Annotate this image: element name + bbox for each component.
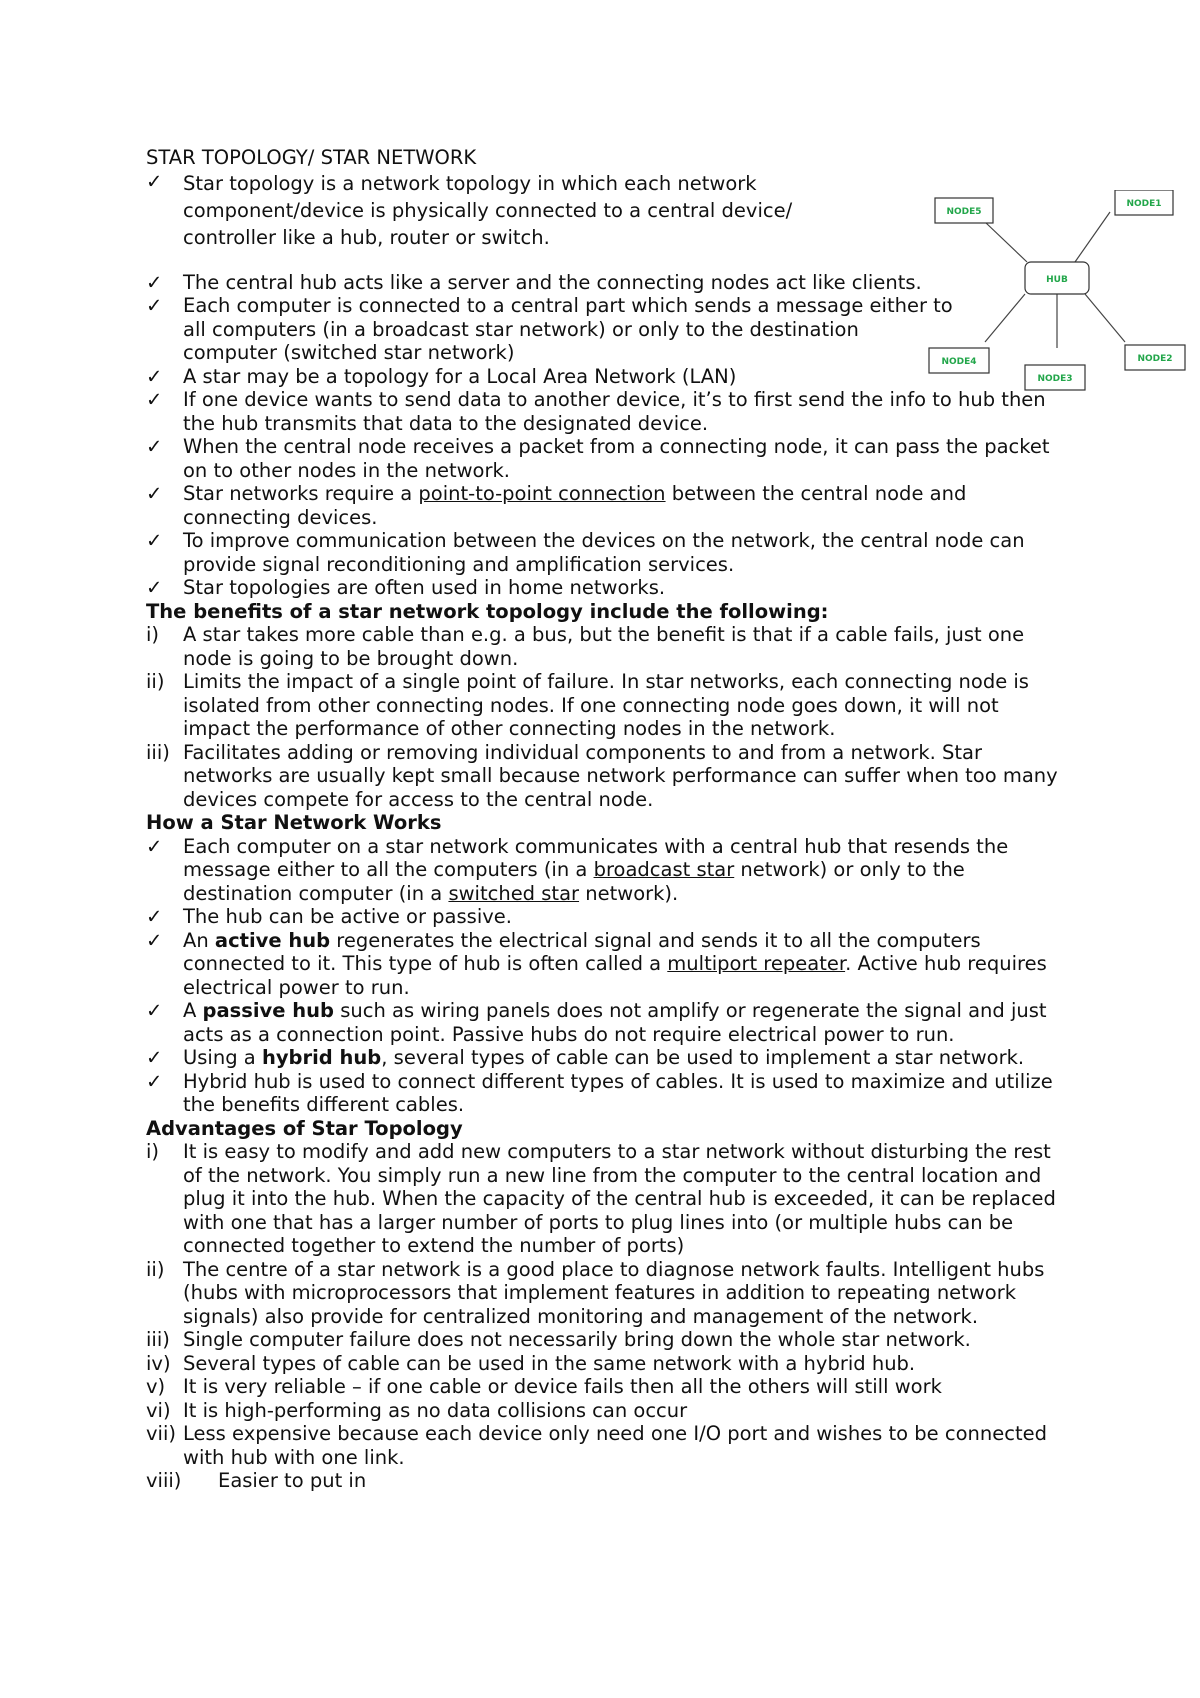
link-hub-node1 [1075, 212, 1110, 262]
list-item: vi) It is high-performing as no data collisions can occur [146, 1398, 688, 1422]
works-heading: How a Star Network Works [146, 811, 442, 834]
node3-label: NODE3 [1037, 374, 1073, 384]
list-item: ✓ Using a hybrid hub, several types of cable can be used to implement a star network. [146, 1046, 1025, 1069]
list-item: ✓ Star topologies are often used in home networks. [146, 576, 666, 599]
checkmark-icon: ✓ [146, 169, 163, 193]
checkmark-icon: ✓ [146, 576, 163, 599]
node2-label: NODE2 [1137, 354, 1173, 364]
list-item: ✓ If one device wants to send data to another device, it’s to first send the info to hub then the hub transmits that data to the designated device. [146, 388, 1046, 435]
list-item: v) It is very reliable – if one cable or device fails then all the others will still work [146, 1375, 942, 1398]
checkmark-icon: ✓ [146, 270, 163, 294]
list-item: ✓ An active hub regenerates the electrical signal and sends it to all the computers connected to it. This type of hub is often called a multiport repeater. Active hub requires electrical power to run. [146, 928, 1047, 999]
checkmark-icon: ✓ [146, 482, 163, 505]
list-item: ✓ Star topology is a network topology in which each network component/device is physically connected to a central device/ controller like a hub, router or switch. [146, 169, 793, 249]
list-item: ii) Limits the impact of a single point of failure. In star networks, each connecting node is isolated from other connecting nodes. If one connecting node goes down, it will not impact the performance of other connecting nodes in the network. [146, 670, 1029, 740]
list-item: ✓ The hub can be active or passive. [146, 905, 512, 928]
checkmark-icon: ✓ [146, 905, 163, 928]
node1-label: NODE1 [1126, 199, 1162, 209]
list-item: iv) Several types of cable can be used in the same network with a hybrid hub. [146, 1351, 916, 1375]
list-item: ✓ When the central node receives a packet from a connecting node, it can pass the packet on to other nodes in the network. [146, 435, 1050, 482]
checkmark-icon: ✓ [146, 1069, 163, 1093]
list-item: ✓ The central hub acts like a server and the connecting nodes act like clients. [146, 270, 922, 294]
list-item: i) A star takes more cable than e.g. a bus, but the benefit is that if a cable fails, just one node is going to be brought down. [146, 623, 1025, 670]
list-item: ✓ To improve communication between the devices on the network, the central node can provide signal reconditioning and amplification services. [146, 529, 1025, 576]
point-to-point-link[interactable]: point-to-point connection [418, 482, 666, 505]
list-item: viii) Easier to put in [146, 1469, 367, 1492]
node5-label: NODE5 [946, 207, 982, 217]
switched-star-link[interactable]: switched star [448, 881, 580, 905]
checkmark-icon: ✓ [146, 388, 163, 411]
checkmark-icon: ✓ [146, 435, 163, 458]
list-item: ✓ A passive hub such as wiring panels does not amplify or regenerate the signal and just acts as a connection point. Passive hubs do not require electrical power to run. [146, 999, 1047, 1046]
checkmark-icon: ✓ [146, 999, 163, 1022]
checkmark-icon: ✓ [146, 294, 163, 317]
checkmark-icon: ✓ [146, 1046, 163, 1069]
multiport-repeater-link[interactable]: multiport repeater [667, 952, 846, 975]
list-item: ✓ Each computer is connected to a central part which sends a message either to all computers (in a broadcast star network) or only to the destination computer (switched star network) [146, 294, 953, 364]
checkmark-icon: ✓ [146, 928, 163, 952]
list-item: ii) The centre of a star network is a good place to diagnose network faults. Intelligent hubs (hubs with microprocessors that implement features in addition to repeating network signals) also provide for centralized monitoring and management of the network. [146, 1257, 1045, 1328]
hub-label: HUB [1046, 275, 1068, 285]
node4-label: NODE4 [941, 357, 977, 367]
list-item: vii) Less expensive because each device only need one I/O port and wishes to be connected with hub with one link. [146, 1422, 1047, 1469]
broadcast-star-link[interactable]: broadcast star [593, 858, 735, 881]
advantages-heading: Advantages of Star Topology [146, 1116, 463, 1140]
list-item: i) It is easy to modify and add new computers to a star network without disturbing the rest of the network. You simply run a new line from the computer to the central location and plug it into the hub. When the capacity of the central hub is exceeded, it can be replaced with one that has a larger number of ports to plug lines into (or multiple hubs can be connected together to extend the number of ports) [146, 1140, 1056, 1257]
link-hub-node2 [1085, 294, 1125, 342]
list-item: iii) Facilitates adding or removing individual components to and from a network. Star networks are usually kept small because network performance can suffer when too many devices compete for access to the central node. [146, 740, 1058, 811]
document-body [146, 146, 1066, 1493]
list-item: ✓ A star may be a topology for a Local Area Network (LAN) [146, 364, 737, 388]
page-title: STAR TOPOLOGY/ STAR NETWORK [146, 146, 477, 169]
list-item: iii) Single computer failure does not necessarily bring down the whole star network. [146, 1328, 971, 1351]
checkmark-icon: ✓ [146, 364, 163, 388]
benefits-heading: The benefits of a star network topology include the following: [146, 599, 829, 623]
list-item: ✓ Star networks require a point-to-point connection between the central node and connecting devices. [146, 482, 967, 529]
checkmark-icon: ✓ [146, 834, 163, 858]
list-item: ✓ Each computer on a star network communicates with a central hub that resends the message either to all the computers (in a broadcast star network) or only to the destination computer (in a switched star network). [146, 834, 1009, 905]
list-item: ✓ Hybrid hub is used to connect different types of cables. It is used to maximize and utilize the benefits different cables. [146, 1069, 1053, 1116]
checkmark-icon: ✓ [146, 529, 163, 552]
